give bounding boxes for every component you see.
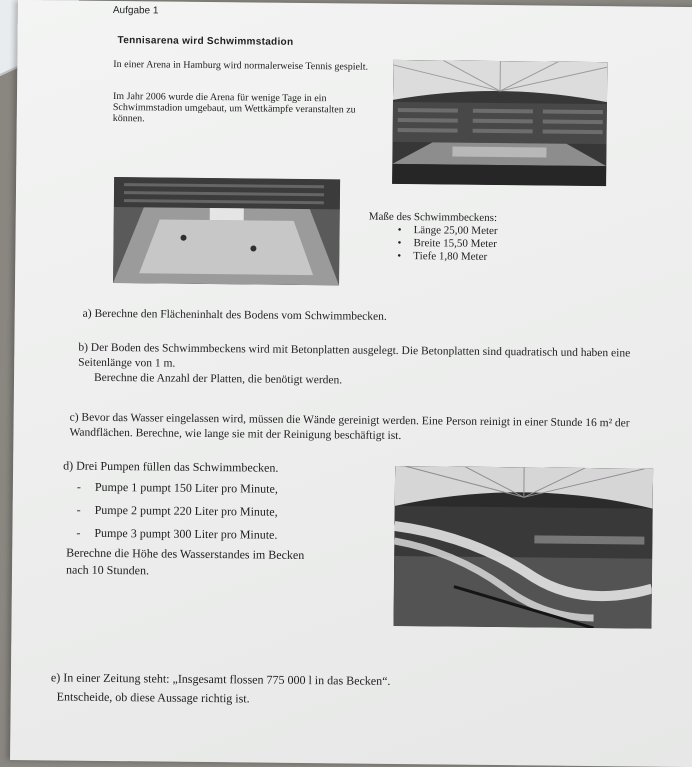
question-e-text: In einer Zeitung steht: „Insgesamt flossen 775 000 l in das Becken“. [63,671,390,688]
worksheet-page [10,0,692,767]
pump-2: - Pumpe 2 pumpt 220 Liter pro Minute, [77,499,343,525]
dimension-depth: • Tiefe 1,80 Meter [397,250,497,264]
pump-list [76,476,343,548]
dimension-length: • Länge 25,00 Meter [398,224,498,238]
task-label: Aufgabe 1 [113,5,159,16]
question-a-letter: a) [83,308,92,320]
question-c-text: Bevor das Wasser eingelassen wird, müssen die Wände gereinigt werden. Eine Person reinigt in einer Stunde 16 m² der Wandflächen. Berechne, wie lange sie mit der Reinigung beschäftigt ist. [69,412,629,442]
question-c [69,411,659,447]
page-title: Tennisarena wird Schwimmstadion [118,35,294,48]
question-c-letter: c) [70,412,79,424]
question-b-task: Berechne die Anzahl der Platten, die benötigt werden. [78,371,656,392]
question-e-letter: e) [51,670,60,684]
dimension-width: • Breite 15,50 Meter [397,237,497,251]
intro-paragraph-2: Im Jahr 2006 wurde die Arena für wenige Tage in ein Schwimmstadion umgebaut, um Wettkämpfe veranstalten zu können. [113,91,368,127]
question-e-task: Entscheide, ob diese Aussage richtig ist. [51,687,611,712]
pool-dimensions-list [397,224,497,264]
empty-pool-photo [113,177,340,285]
question-d-intro: Drei Pumpen füllen das Schwimmbecken. [76,459,278,475]
question-a [83,307,387,325]
question-b [78,341,656,392]
pump-1: - Pumpe 1 pumpt 150 Liter pro Minute, [77,476,343,502]
question-b-text: Der Boden des Schwimmbeckens wird mit Betonplatten ausgelegt. Die Betonplatten sind quadratisch und haben eine Seitenlänge von 1 m. [78,342,630,370]
question-d-letter: d) [63,458,73,472]
question-b-letter: b) [78,342,88,354]
question-a-text: Berechne den Flächeninhalt des Bodens vom Schwimmbecken. [94,308,386,323]
question-d-task: Berechne die Höhe des Wasserstandes im Becken nach 10 Stunden. [66,545,328,582]
pool-filling-photo [393,466,653,629]
question-d [62,458,343,581]
question-e [51,668,611,712]
pump-3: - Pumpe 3 pumpt 300 Liter pro Minute. [76,522,342,548]
arena-photo [392,60,607,186]
pool-dimensions-title: Maße des Schwimmbeckens: [369,211,497,224]
intro-paragraph-1: In einer Arena in Hamburg wird normalerweise Tennis gespielt. [113,59,368,73]
